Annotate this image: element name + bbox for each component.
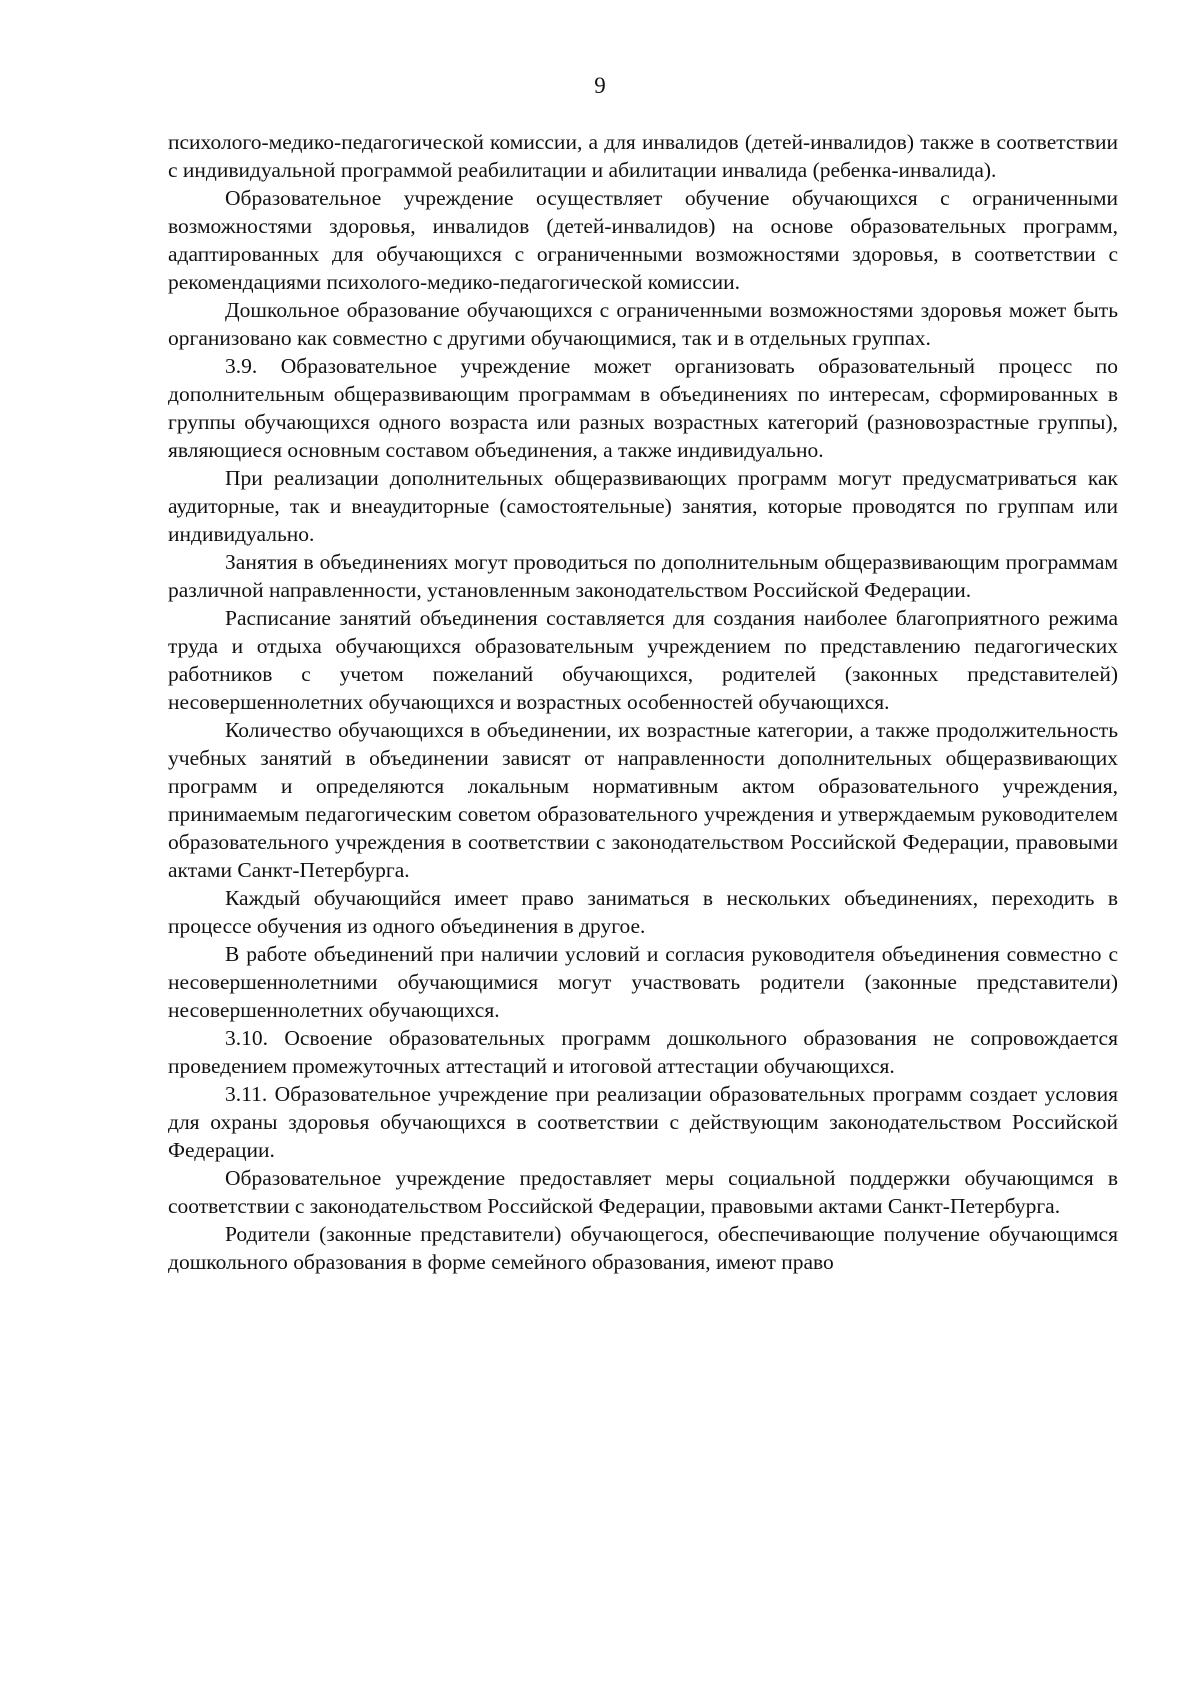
paragraph: Количество обучающихся в объединении, их возрастные категории, а также продолжительность учебных занятий в объединении зависят от направленности дополнительных общеразвивающих программ и определяются локальным нормативным актом образовательного учреждения, принимаемым педагогическим советом образовательного учреждения и утверждаемым руководителем образовательного учреждения в соответствии с законодательством Российской Федерации, правовыми актами Санкт-Петербурга. [168,718,1118,882]
paragraph: Каждый обучающийся имеет право заниматься в нескольких объединениях, переходить в процессе обучения из одного объединения в другое. [168,886,1118,938]
paragraph: Расписание занятий объединения составляется для создания наиболее благоприятного режима труда и отдыха обучающихся образовательным учреждением по представлению педагогических работников с учетом пожеланий обучающихся, родителей (законных представителей) несовершеннолетних обучающихся и возрастных особенностей обучающихся. [168,606,1118,714]
paragraph: В работе объединений при наличии условий и согласия руководителя объединения совместно с несовершеннолетними обучающимися могут участвовать родители (законные представители) несовершеннолетних обучающихся. [168,942,1118,1022]
paragraph: 3.10. Освоение образовательных программ дошкольного образования не сопровождается проведением промежуточных аттестаций и итоговой аттестации обучающихся. [168,1026,1118,1078]
paragraph: 3.9. Образовательное учреждение может организовать образовательный процесс по дополнительным общеразвивающим программам в объединениях по интересам, сформированных в группы обучающихся одного возраста или разных возрастных категорий (разновозрастные группы), являющиеся основным составом объединения, а также индивидуально. [168,354,1118,462]
paragraph: Дошкольное образование обучающихся с ограниченными возможностями здоровья может быть организовано как совместно с другими обучающимися, так и в отдельных группах. [168,298,1118,350]
document-body [168,128,1118,1276]
paragraph: Образовательное учреждение осуществляет обучение обучающихся с ограниченными возможностями здоровья, инвалидов (детей-инвалидов) на основе образовательных программ, адаптированных для обучающихся с ограниченными возможностями здоровья, в соответствии с рекомендациями психолого-медико-педагогической комиссии. [168,186,1118,294]
paragraph: психолого-медико-педагогической комиссии, а для инвалидов (детей-инвалидов) также в соответствии с индивидуальной программой реабилитации и абилитации инвалида (ребенка-инвалида). [168,130,1118,182]
paragraph: При реализации дополнительных общеразвивающих программ могут предусматриваться как аудиторные, так и внеаудиторные (самостоятельные) занятия, которые проводятся по группам или индивидуально. [168,466,1118,546]
paragraph: Родители (законные представители) обучающегося, обеспечивающие получение обучающимся дошкольного образования в форме семейного образования, имеют право [168,1222,1118,1274]
paragraph: Образовательное учреждение предоставляет меры социальной поддержки обучающимся в соответствии с законодательством Российской Федерации, правовыми актами Санкт-Петербурга. [168,1166,1118,1218]
page-number: 9 [594,73,606,98]
paragraph: 3.11. Образовательное учреждение при реализации образовательных программ создает условия для охраны здоровья обучающихся в соответствии с действующим законодательством Российской Федерации. [168,1082,1118,1162]
paragraph: Занятия в объединениях могут проводиться по дополнительным общеразвивающим программам различной направленности, установленным законодательством Российской Федерации. [168,550,1118,602]
